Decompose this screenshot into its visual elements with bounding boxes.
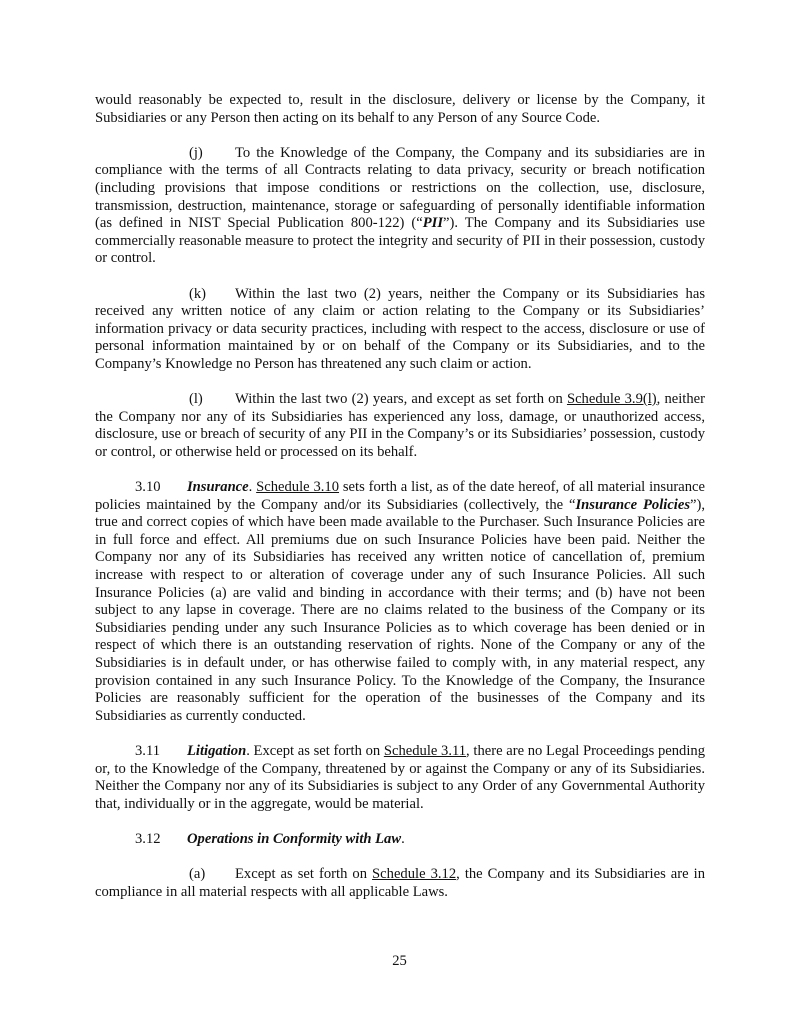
schedule-reference: Schedule 3.9(l) — [566, 391, 657, 408]
schedule-reference: Schedule 3.12 — [372, 866, 457, 883]
paragraph-a — [95, 866, 705, 901]
section-3-12 — [95, 831, 705, 849]
page-number: 25 — [392, 953, 407, 969]
subsection-label: (k) — [189, 285, 207, 302]
defined-term: PII — [422, 215, 444, 232]
paragraph-text: Within the last two (2) years, neither the Company or its Subsidiaries has received any written notice of any claim or action relating to the Company or its Subsidiaries’ information privacy or data security practices, including with respect to the access, disclosure or use of personal information maintained by or on behalf of the Company or its Subsidiaries, and to the Company’s Knowledge no Person has threatened any such claim or action. — [95, 285, 705, 372]
paragraph-text: . — [248, 479, 257, 496]
paragraph-text: Within the last two (2) years, and except as set forth on — [235, 391, 567, 408]
paragraph-text: , the Company and its Subsidiaries are in compliance in all material respects with all applicable Laws. — [95, 866, 705, 900]
section-3-11 — [95, 743, 705, 813]
paragraph-continuation — [95, 92, 705, 127]
paragraph-text: , there are no Legal Proceedings pending or, to the Knowledge of the Company, threatened by or against the Company or any of its Subsidiaries. Neither the Company nor any of its Subsidiaries is subject to any Order of any Governmental Authority that, individually or in the aggregate, would be material. — [95, 742, 705, 812]
subsection-label: (a) — [189, 866, 206, 883]
paragraph-text: . Except as set forth on — [246, 742, 384, 759]
section-3-10 — [95, 479, 705, 725]
paragraph-text: Except as set forth on — [235, 866, 373, 883]
subsection-label: (l) — [189, 391, 203, 408]
schedule-reference: Schedule 3.11 — [383, 742, 467, 759]
section-title: Operations in Conformity with Law — [187, 830, 402, 847]
paragraph-text: ”). The Company and its Subsidiaries use commercially reasonable measure to protect the integrity and security of PII in their possession, custody or control. — [95, 215, 705, 267]
paragraph-k — [95, 286, 705, 374]
defined-term: Insurance Policies — [575, 496, 691, 513]
paragraph-text: sets forth a list, as of the date hereof, of all material insurance policies maintained by the Company and/or its Subsidiaries (collectively, the “ — [95, 479, 705, 513]
paragraph-l — [95, 391, 705, 461]
section-title: Insurance — [187, 479, 249, 496]
document-page — [95, 92, 705, 919]
section-title: Litigation — [187, 742, 247, 759]
paragraph-text: To the Knowledge of the Company, the Company and its subsidiaries are in compliance with the terms of all Contracts relating to data privacy, security or breach notification (including provisions that impose conditions or restrictions on the collection, use, disclosure, transmission, destruction, maintenance, storage or safeguarding of personally identifiable information (as defined in NIST Special Publication 800-122) (“ — [95, 144, 705, 232]
paragraph-text: . — [401, 830, 405, 847]
section-number: 3.12 — [135, 830, 161, 847]
paragraph-text: would reasonably be expected to, result in the disclosure, delivery or license by the Company, it Subsidiaries or any Person then acting on its behalf to any Person of any Source Code. — [95, 92, 705, 126]
section-number: 3.10 — [135, 479, 161, 496]
paragraph-text: ”), true and correct copies of which have been made available to the Purchaser. Such Insurance Policies are in full force and effect. All premiums due on such Insurance Policies have been paid. Neither the Company nor any of its Subsidiaries has received any written notice of cancellation of, premium increase with respect to or alteration of coverage under any of such Insurance Policies. All such Insurance Policies (a) are valid and binding in accordance with their terms; and (b) have not been subject to any lapse in coverage. There are no claims related to the business of the Company or its Subsidiaries pending under any such Insurance Policies as to which coverage has been denied or in respect of which there is an outstanding reservation of rights. None of the Company or any of the Subsidiaries is in default under, or has otherwise failed to comply with, in any material respect, any provision contained in any such Insurance Policy. To the Knowledge of the Company, the Insurance Policies are reasonably sufficient for the operation of the businesses of the Company and its Subsidiaries as currently conducted. — [95, 496, 706, 724]
subsection-label: (j) — [189, 144, 203, 161]
schedule-reference: Schedule 3.10 — [256, 479, 340, 496]
paragraph-j — [95, 145, 705, 268]
paragraph-text: , neither the Company nor any of its Subsidiaries has experienced any loss, damage, or unauthorized access, disclosure, use or breach of security of any PII in the Company’s or its Subsidiaries’ possession, custody or control, or otherwise held or processed on its behalf. — [95, 391, 705, 460]
section-number: 3.11 — [135, 742, 160, 759]
